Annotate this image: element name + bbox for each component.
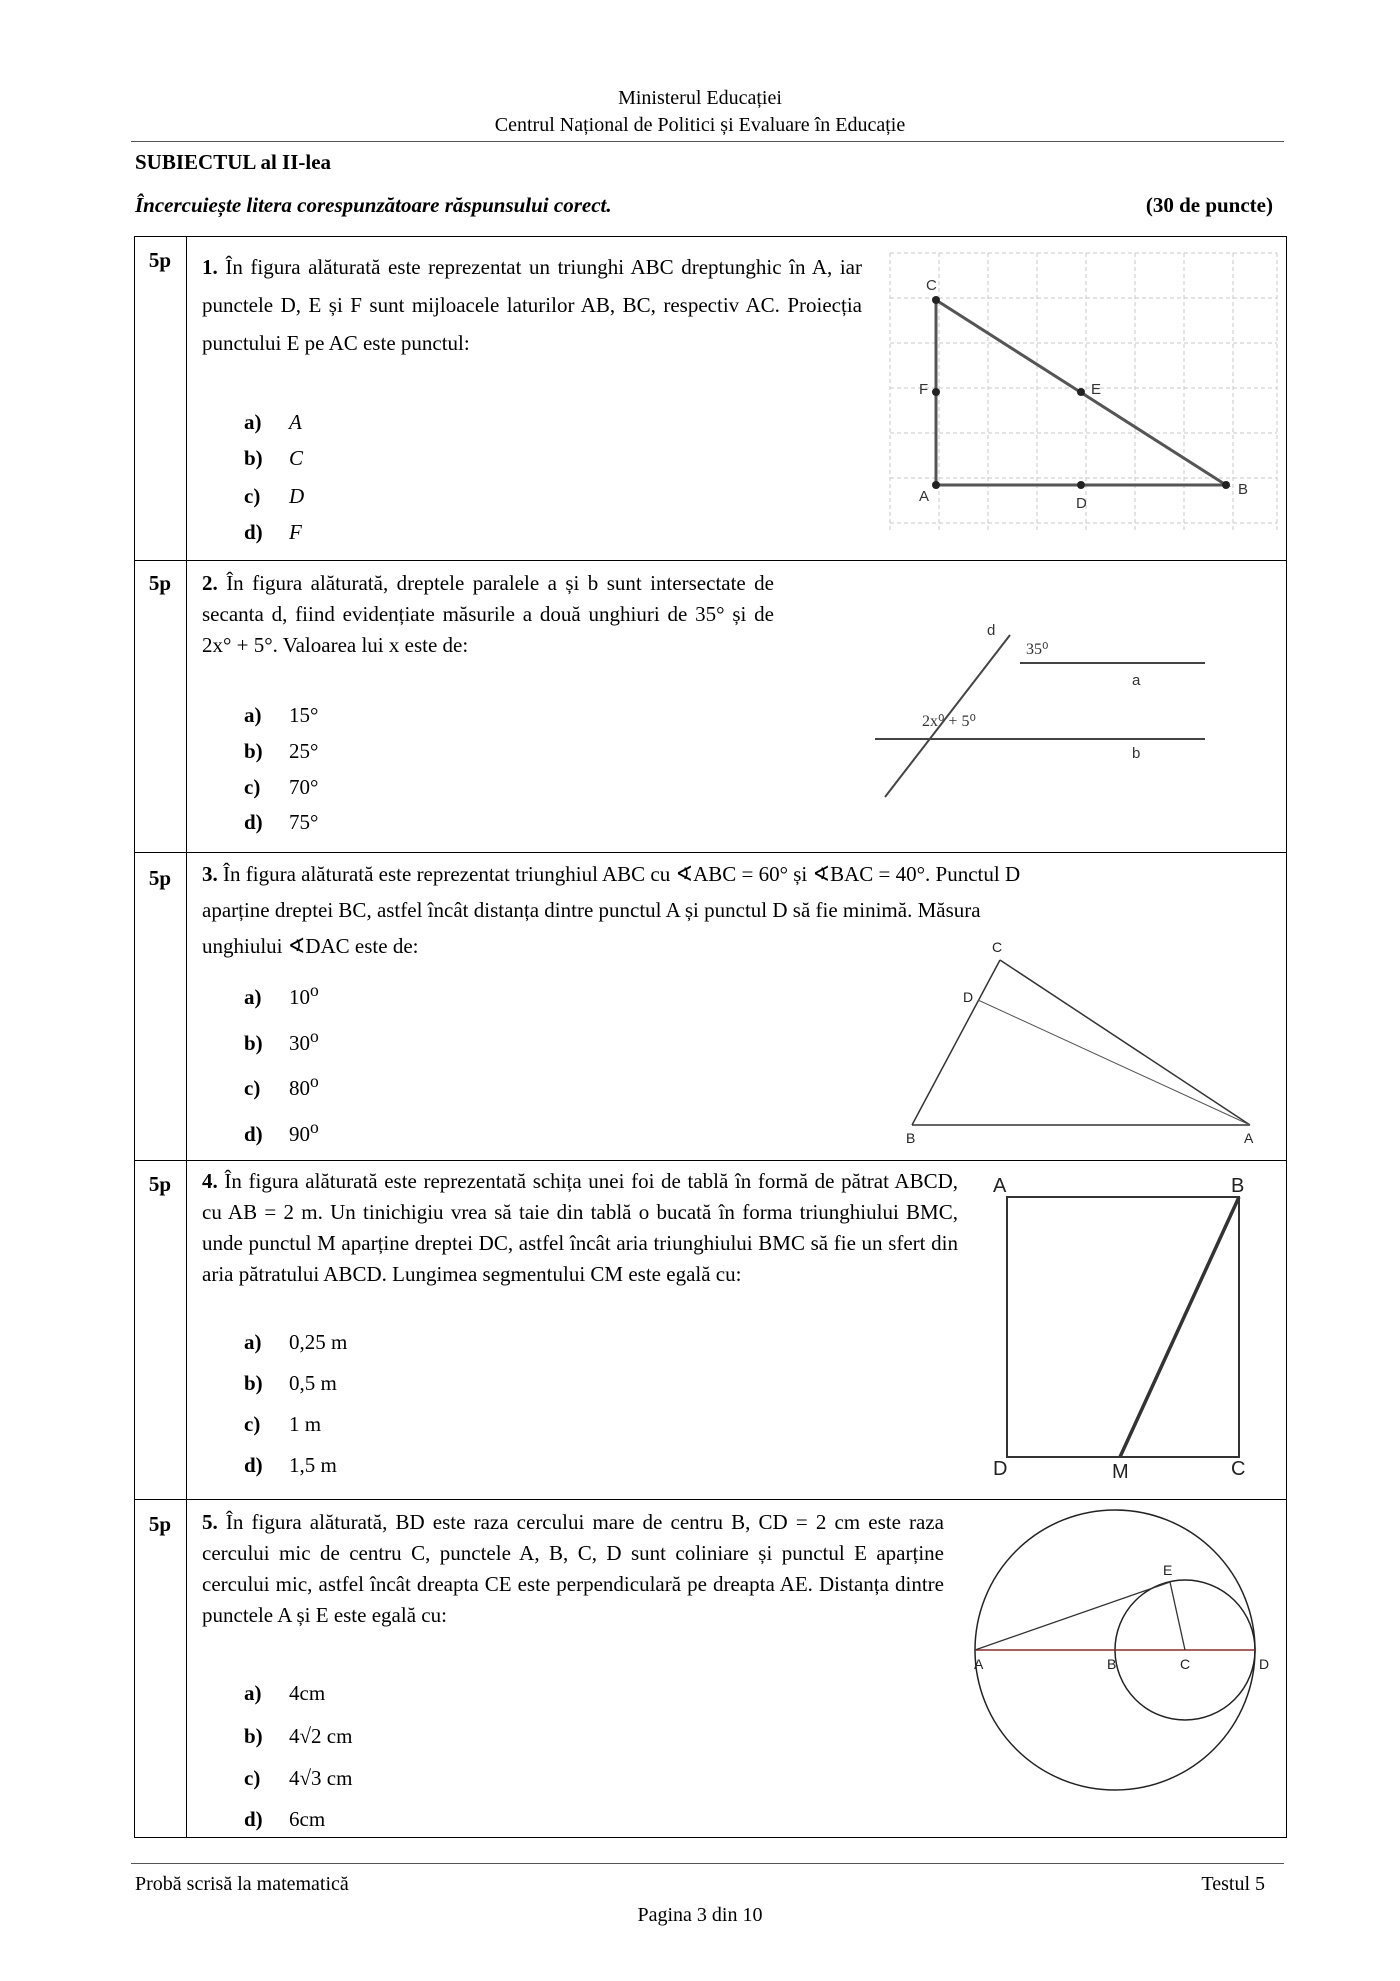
segment-ae — [975, 1582, 1170, 1650]
side-ca — [1000, 960, 1250, 1125]
option-value: 10 — [289, 985, 310, 1009]
question-4-text — [202, 1166, 958, 1290]
header-ministry: Ministerul Educației — [618, 87, 782, 109]
option-value: 1 m — [289, 1412, 322, 1436]
segment-ad — [978, 1000, 1250, 1125]
option-c[interactable] — [244, 1071, 319, 1101]
label-a: A — [1244, 1130, 1254, 1146]
option-d[interactable] — [244, 1117, 319, 1147]
option-letter: b) — [244, 1724, 263, 1748]
option-value: 0,5 m — [289, 1371, 337, 1395]
question-body: În figura alăturată este reprezentată schița unei foi de tablă în formă de pătrat ABCD, cu AB = 2 m. Un tinichigiu vrea să taie din tablă o bucată în forma triunghiului BMC, unde punctul M aparține dreptei DC, astfel încât aria triunghiului BMC să fie un sfert din aria pătratului ABCD. Lungimea segmentului CM este egală cu: — [202, 1169, 959, 1286]
figure-parallel-lines — [870, 615, 1215, 805]
figure-square-abcd — [985, 1170, 1265, 1483]
label-angle-expr: 2x⁰ + 5⁰ — [922, 713, 976, 730]
label-d: D — [993, 1458, 1008, 1480]
degree-sign: o — [310, 980, 319, 1000]
question-2-text — [202, 568, 774, 661]
option-c[interactable] — [244, 484, 304, 509]
score-q1: 5p — [148, 248, 172, 272]
option-a[interactable] — [244, 1330, 347, 1355]
segment-bm — [1120, 1197, 1239, 1457]
option-letter: a) — [244, 1681, 262, 1705]
option-letter: c) — [244, 484, 261, 508]
question-1-text — [202, 248, 862, 362]
question-number: 1. — [202, 255, 218, 279]
label-a: a — [1132, 672, 1141, 689]
option-a[interactable] — [244, 1681, 325, 1706]
footer-rule — [131, 1863, 1284, 1864]
score-q4: 5p — [148, 1172, 172, 1196]
option-letter: d) — [244, 1122, 263, 1146]
label-c: C — [1180, 1656, 1191, 1672]
option-d[interactable] — [244, 1807, 325, 1832]
option-b[interactable] — [244, 1724, 352, 1749]
label-e: E — [1163, 1562, 1173, 1578]
subject-title: SUBIECTUL al II-lea — [135, 150, 332, 174]
option-value: 15° — [289, 703, 319, 727]
degree-sign: o — [310, 1026, 319, 1046]
label-a: A — [974, 1656, 984, 1672]
figure-triangle-abc — [900, 940, 1270, 1145]
question-body: În figura alăturată este reprezentat triunghiul ABC cu ∢ABC = 60° și ∢BAC = 40°. Punctul D — [223, 862, 1021, 886]
label-d: D — [1259, 1656, 1270, 1672]
question-3-line3: unghiului ∢DAC este de: — [202, 934, 419, 958]
degree-sign: o — [310, 1117, 319, 1137]
question-number: 3. — [202, 862, 218, 886]
option-letter: b) — [244, 739, 263, 763]
option-letter: c) — [244, 1412, 261, 1436]
side-bc — [912, 960, 1000, 1125]
option-letter: b) — [244, 1031, 263, 1055]
option-letter: b) — [244, 1371, 263, 1395]
header-rule — [131, 141, 1284, 142]
option-value: D — [289, 484, 305, 508]
score-q5: 5p — [148, 1512, 172, 1536]
option-b[interactable] — [244, 1026, 319, 1056]
score-q2: 5p — [148, 571, 172, 595]
label-f: F — [919, 381, 929, 398]
option-letter: a) — [244, 703, 262, 727]
degree-sign: o — [310, 1071, 319, 1091]
option-d[interactable] — [244, 1453, 337, 1478]
label-c: C — [992, 939, 1003, 955]
option-value: 30 — [289, 1031, 310, 1055]
figure-right-triangle-grid — [885, 248, 1280, 540]
option-letter: a) — [244, 1330, 262, 1354]
question-number: 5. — [202, 1510, 218, 1534]
option-d[interactable] — [244, 520, 302, 545]
option-value: 6cm — [289, 1807, 326, 1831]
option-a[interactable] — [244, 703, 318, 728]
option-b[interactable] — [244, 739, 318, 764]
option-a[interactable] — [244, 980, 319, 1010]
footer-left: Probă scrisă la matematică — [135, 1873, 349, 1895]
option-value: 4√2 cm — [289, 1724, 353, 1748]
label-b: B — [906, 1130, 916, 1146]
question-body: În figura alăturată este reprezentat un triunghi ABC dreptunghic în A, iar punctele D, E și F sunt mijloacele laturilor AB, BC, respectiv AC. Proiecția punctului E pe AC este punctul: — [202, 255, 862, 355]
score-q3: 5p — [148, 866, 172, 890]
label-b: B — [1238, 481, 1249, 498]
row-divider — [134, 560, 1287, 561]
score-column-divider — [186, 236, 187, 1838]
label-m: M — [1112, 1461, 1129, 1483]
option-value: C — [289, 446, 304, 470]
option-a[interactable] — [244, 410, 302, 435]
option-letter: b) — [244, 446, 263, 470]
segment-ce — [1170, 1582, 1185, 1650]
label-a: A — [919, 488, 930, 505]
option-value: F — [289, 520, 302, 544]
label-e: E — [1091, 381, 1102, 398]
option-b[interactable] — [244, 446, 303, 471]
row-divider — [134, 1499, 1287, 1500]
question-3-line1 — [202, 859, 1277, 890]
option-value: 70° — [289, 775, 319, 799]
question-5-text — [202, 1507, 944, 1631]
option-c[interactable] — [244, 775, 318, 800]
option-value: 25° — [289, 739, 319, 763]
points-total: (30 de puncte) — [1145, 193, 1273, 217]
label-d: d — [987, 622, 996, 639]
option-letter: d) — [244, 1453, 263, 1477]
label-d: D — [1076, 495, 1087, 512]
row-divider — [134, 1160, 1287, 1161]
option-value: 1,5 m — [289, 1453, 337, 1477]
label-c: C — [1231, 1458, 1246, 1480]
question-number: 4. — [202, 1169, 218, 1193]
row-divider — [134, 852, 1287, 853]
option-letter: d) — [244, 810, 263, 834]
option-letter: a) — [244, 985, 262, 1009]
question-body: În figura alăturată, dreptele paralele a și b sunt intersectate de secanta d, fiind evidențiate măsurile a două unghiuri de 35° și de 2x° + 5°. Valoarea lui x este de: — [202, 571, 775, 657]
question-3-line2: aparține dreptei BC, astfel încât distanța dintre punctul A și punctul D să fie minimă. Măsura — [202, 898, 981, 922]
option-value: 4√3 cm — [289, 1766, 353, 1790]
option-c[interactable] — [244, 1766, 352, 1791]
option-letter: c) — [244, 1076, 261, 1100]
label-b: b — [1132, 745, 1141, 762]
option-d[interactable] — [244, 810, 318, 835]
option-value: A — [289, 410, 302, 434]
question-number: 2. — [202, 571, 218, 595]
option-letter: c) — [244, 775, 261, 799]
footer-right: Testul 5 — [1201, 1873, 1265, 1895]
label-b: B — [1231, 1175, 1245, 1197]
question-body: În figura alăturată, BD este raza cercului mare de centru B, CD = 2 cm este raza cercului mic de centru C, punctele A, B, C, D sunt coliniare și punctul E aparține cercului mic, astfel încât dreapta CE este perpendiculară pe dreapta AE. Distanța dintre punctele A și E este egală cu: — [202, 1510, 944, 1627]
option-b[interactable] — [244, 1371, 337, 1396]
square — [1007, 1197, 1239, 1457]
footer-page: Pagina 3 din 10 — [637, 1904, 763, 1926]
option-value: 80 — [289, 1076, 310, 1100]
header-center: Centrul Național de Politici și Evaluare în Educație — [494, 114, 906, 136]
label-a: A — [993, 1175, 1007, 1197]
label-c: C — [926, 277, 937, 294]
option-letter: d) — [244, 520, 263, 544]
option-letter: a) — [244, 410, 262, 434]
figure-circles — [975, 1525, 1280, 1805]
option-value: 90 — [289, 1122, 310, 1146]
label-d: D — [963, 989, 974, 1005]
option-letter: c) — [244, 1766, 261, 1790]
label-35: 35⁰ — [1026, 641, 1049, 658]
option-c[interactable] — [244, 1412, 321, 1437]
option-value: 75° — [289, 810, 319, 834]
option-value: 4cm — [289, 1681, 326, 1705]
instruction: Încercuiește litera corespunzătoare răspunsului corect. — [135, 193, 612, 217]
label-b: B — [1107, 1656, 1117, 1672]
option-letter: d) — [244, 1807, 263, 1831]
option-value: 0,25 m — [289, 1330, 348, 1354]
